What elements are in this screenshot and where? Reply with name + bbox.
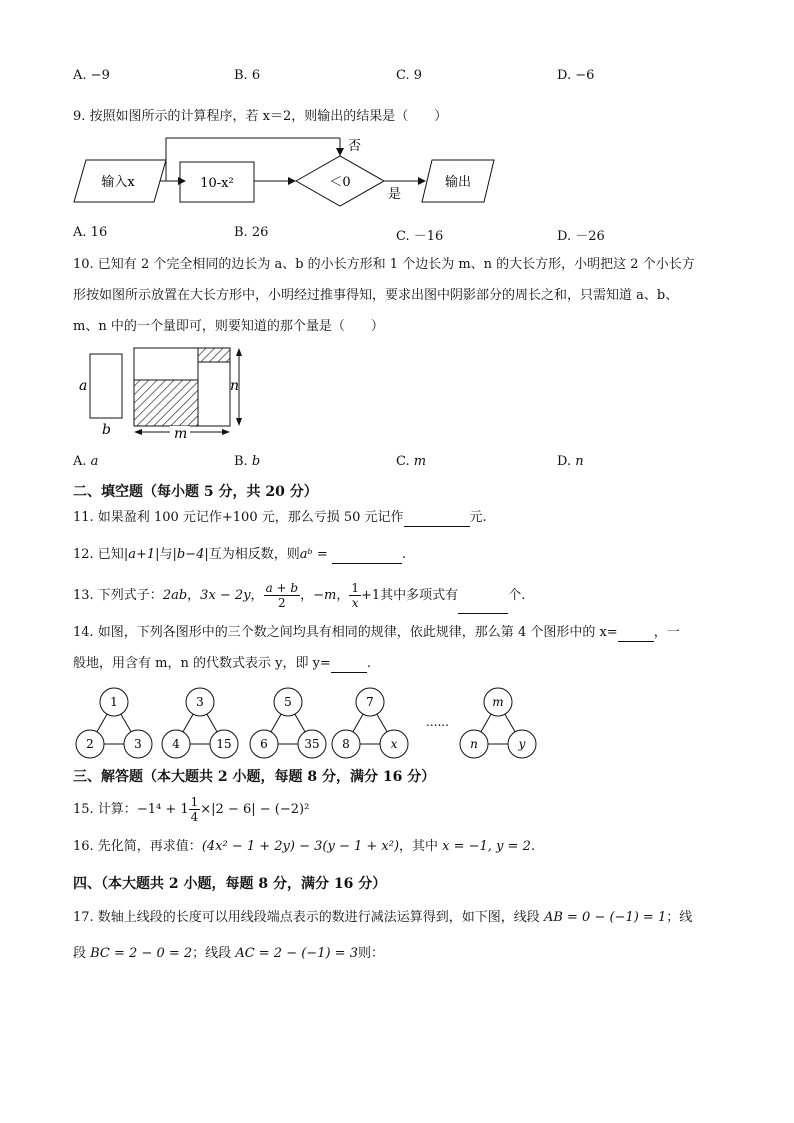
q14-number-top: 7 — [366, 695, 374, 709]
label-n: n — [230, 378, 240, 394]
q16: 16. 先化简，再求值：(4x² − 1 + 2y) − 3(y − 1 + x²)，其中 x = −1, y = 2. — [73, 839, 535, 854]
q14-number-left: 6 — [260, 737, 268, 751]
q10-figure — [74, 344, 254, 444]
q14-figure-2 — [162, 688, 238, 758]
shaded-region-right — [198, 348, 230, 362]
q14-figure-1 — [76, 688, 152, 758]
q14-line2: 般地，用含有 m，n 的代数式表示 y，即 y= . — [73, 656, 371, 671]
flow-process-label: 10-x² — [200, 176, 234, 191]
label-a: a — [79, 378, 88, 394]
shaded-region-left — [134, 380, 198, 426]
q14-number-right: x — [390, 737, 398, 751]
q10-stem-line3: m、n 中的一个量即可，则要知道的那个量是（ ） — [73, 319, 384, 334]
q14-blank-x[interactable] — [618, 627, 654, 642]
section3-title: 三、解答题（本大题共 2 小题，每题 8 分，满分 16 分） — [73, 769, 436, 785]
q9-flowchart — [70, 134, 510, 214]
q14-figure-3 — [250, 688, 326, 758]
q14-number-left: 2 — [86, 737, 94, 751]
q8-option-b: B. 6 — [234, 68, 261, 83]
q9-option-b: B. 26 — [234, 225, 269, 240]
q12: 12. 已知|a+1|与|b−4|互为相反数，则aᵇ = . — [73, 547, 407, 562]
q17-line1: 17. 数轴上线段的长度可以用线段端点表示的数进行减法运算得到，如下图，线段 AB = 0 − (−1) = 1；线 — [73, 910, 693, 925]
q8-option-d: D. −6 — [557, 68, 595, 83]
q14-number-top: 3 — [196, 695, 204, 709]
q14-number-right: 35 — [304, 737, 320, 751]
q14-number-left: n — [470, 737, 478, 751]
q11-blank[interactable] — [404, 512, 470, 527]
q13-fraction-2: $\frac{1}{x}$ — [351, 581, 359, 610]
q9-option-d: D. －26 — [557, 229, 605, 244]
q14-number-right: 3 — [134, 737, 142, 751]
q10-stem-line1: 10. 已知有 2 个完全相同的边长为 a、b 的小长方形和 1 个边长为 m、n 的大长方形，小明把这 2 个小长方 — [73, 257, 695, 272]
q11: 11. 如果盈利 100 元记作+100 元，那么亏损 50 元记作 元. — [73, 510, 487, 525]
flow-decision-label: ＜0 — [329, 175, 351, 190]
q10-option-b: B. b — [234, 454, 261, 469]
q14-blank-y[interactable] — [331, 658, 367, 673]
flow-output-label: 输出 — [444, 175, 472, 190]
q15-fraction: $\frac{1}{4}$ — [190, 795, 199, 824]
q14-figure-4 — [332, 688, 408, 758]
q9-option-c: C. －16 — [396, 229, 444, 244]
q14-number-top: 5 — [284, 695, 292, 709]
q14-number-right: 15 — [216, 737, 232, 751]
q13: 13. 下列式子：2ab，3x − 2y， $\frac{a + b}{2}$ ，−m， $\frac{1}{x}$ +1其中多项式有 个. — [73, 578, 525, 618]
q10-option-c: C. m — [396, 454, 427, 469]
q14-ellipsis: ...... — [426, 715, 449, 729]
q15: 15. 计算：−1⁴ + 1 $\frac{1}{4}$ ×|2 − 6| − (−2)² — [73, 795, 310, 824]
q14-figures — [72, 684, 542, 766]
q8-option-c: C. 9 — [396, 68, 423, 83]
q13-blank[interactable] — [458, 599, 508, 614]
q13-fraction-1: $\frac{a + b}{2}$ — [265, 581, 299, 610]
q17-line2: 段 BC = 2 − 0 = 2；线段 AC = 2 − (−1) = 3则： — [73, 946, 384, 961]
q9-stem: 9. 按照如图所示的计算程序，若 x＝2，则输出的结果是（ ） — [73, 109, 448, 124]
flow-input-label: 输入x — [101, 175, 135, 190]
small-rectangle — [90, 354, 122, 418]
section4-title: 四、（本大题共 2 小题，每题 8 分，满分 16 分） — [73, 876, 387, 892]
q14-number-top: 1 — [110, 695, 118, 709]
flow-yes-label: 是 — [388, 187, 402, 202]
q10-stem-line2: 形按如图所示放置在大长方形中，小明经过推事得知，要求出图中阴影部分的周长之和，只需知道 a、b、 — [73, 288, 679, 303]
label-m: m — [174, 426, 188, 442]
q14-number-top: m — [492, 695, 504, 709]
q14-line1: 14. 如图，下列各图形中的三个数之间均具有相同的规律，依此规律，那么第 4 个图形中的 x= ，一 — [73, 625, 680, 640]
section2-title: 二、填空题（每小题 5 分，共 20 分） — [73, 484, 318, 500]
q14-number-right: y — [518, 737, 526, 751]
q9-option-a: A. 16 — [73, 225, 108, 240]
label-b: b — [102, 422, 111, 438]
q10-option-d: D. n — [557, 454, 584, 469]
q14-number-left: 8 — [342, 737, 350, 751]
q8-option-a: A. −9 — [73, 68, 110, 83]
flow-no-label: 否 — [348, 139, 362, 154]
q14-figure-5 — [460, 688, 536, 758]
q12-blank[interactable] — [332, 549, 402, 564]
q10-option-a: A. a — [73, 454, 99, 469]
q14-number-left: 4 — [172, 737, 180, 751]
